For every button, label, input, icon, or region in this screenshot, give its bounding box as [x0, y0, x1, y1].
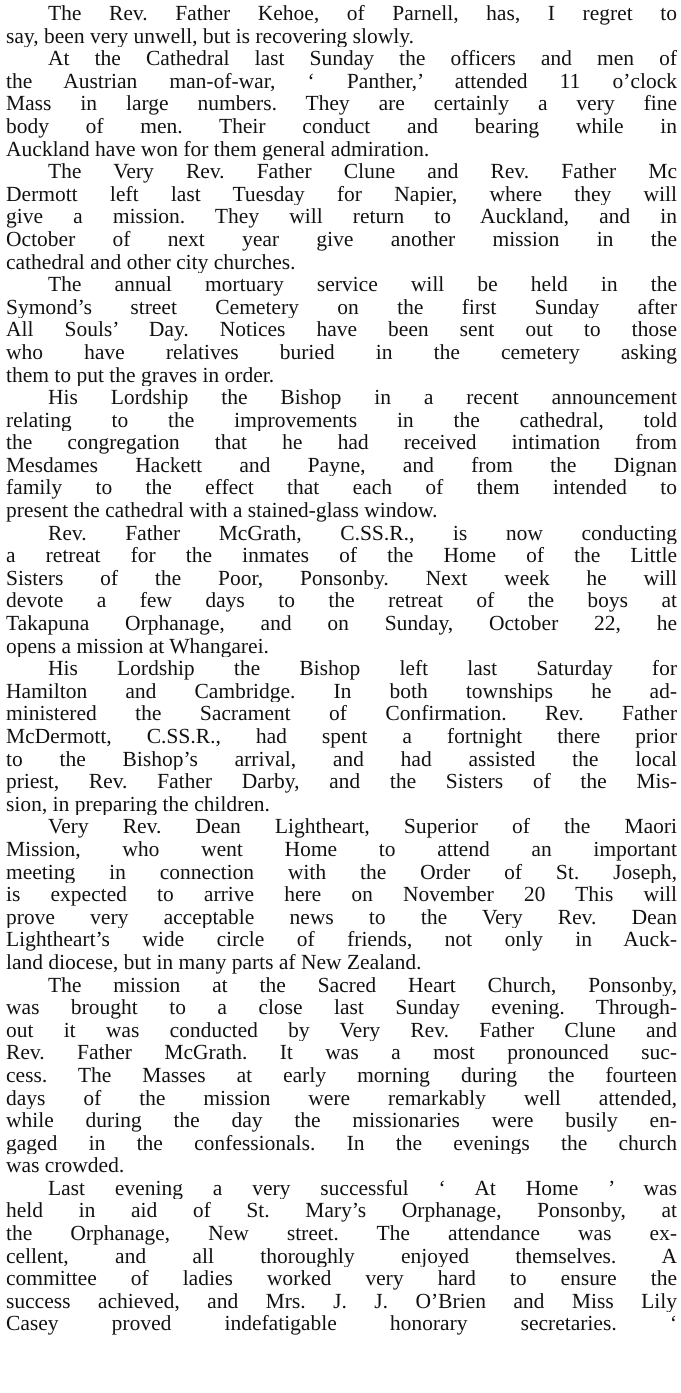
text-line: committee of ladies worked very hard to ensure the — [6, 1267, 677, 1290]
text-line: while during the day the missionaries were busily en- — [6, 1109, 677, 1132]
text-line: family to the effect that each of them intended to — [6, 476, 677, 500]
newspaper-column — [6, 2, 677, 1335]
text-line: relating to the improvements in the cathedral, told — [6, 408, 677, 432]
paragraph-cathedral-panther — [6, 47, 677, 160]
text-line: Casey proved indefatigable honorary secretaries. ‘ — [6, 1312, 677, 1336]
text-line: Symond’s street Cemetery on the first Sunday after — [6, 295, 677, 319]
paragraph-kehoe — [6, 2, 677, 47]
text-line: Sisters of the Poor, Ponsonby. Next week he will — [6, 566, 677, 590]
text-line: who have relatives buried in the cemetery asking — [6, 340, 677, 364]
text-line: cellent, and all thoroughly enjoyed themselves. A — [6, 1244, 677, 1268]
text-line: His Lordship the Bishop left last Saturday for — [48, 657, 677, 680]
text-line: out it was conducted by Very Rev. Father Clune and — [6, 1018, 677, 1042]
text-line: His Lordship the Bishop in a recent announcement — [48, 386, 677, 409]
text-line: ministered the Sacrament of Confirmation. Rev. Father — [6, 702, 677, 725]
text-line: Auckland have won for them general admiration. — [6, 137, 430, 161]
text-line: Rev. Father McGrath, C.SS.R., is now conducting — [48, 521, 677, 545]
text-line: The Very Rev. Father Clune and Rev. Father Mc — [48, 160, 677, 183]
text-line: Takapuna Orphanage, and on Sunday, October 22, he — [6, 612, 677, 635]
text-line: land diocese, but in many parts af New Zealand. — [6, 950, 422, 974]
text-line: the Orphanage, New street. The attendance was ex- — [6, 1222, 677, 1245]
text-line: All Souls’ Day. Notices have been sent out to those — [6, 318, 677, 341]
text-line: Last evening a very successful ‘ At Home ’ was — [48, 1176, 677, 1200]
paragraph-mortuary-service — [6, 273, 677, 386]
text-line: held in aid of St. Mary’s Orphanage, Ponsonby, at — [6, 1199, 677, 1223]
text-line: Very Rev. Dean Lightheart, Superior of the Maori — [48, 815, 677, 838]
text-line: the congregation that he had received intimation from — [6, 431, 677, 454]
text-line: Lightheart’s wide circle of friends, not only in Auck- — [6, 928, 677, 951]
text-line: opens a mission at Whangarei. — [6, 634, 269, 658]
text-line: Mesdames Hackett and Payne, and from the Dignan — [6, 453, 677, 477]
paragraph-clune-mission — [6, 160, 677, 273]
text-line: the Austrian man-of-war, ‘ Panther,’ attended 11 o’clock — [6, 69, 677, 93]
text-line: sion, in preparing the children. — [6, 792, 270, 816]
text-line: McDermott, C.SS.R., had spent a fortnight there prior — [6, 725, 677, 748]
text-line: them to put the graves in order. — [6, 363, 275, 387]
text-line: priest, Rev. Father Darby, and the Sisters of the Mis- — [6, 770, 677, 793]
text-line: success achieved, and Mrs. J. J. O’Brien and Miss Lily — [6, 1289, 677, 1313]
text-line: cathedral and other city churches. — [6, 250, 296, 274]
text-line: Dermott left last Tuesday for Napier, where they will — [6, 182, 677, 206]
text-line: devote a few days to the retreat of the boys at — [6, 589, 677, 613]
text-line: Rev. Father McGrath. It was a most pronounced suc- — [6, 1041, 677, 1064]
text-line: The mission at the Sacred Heart Church, Ponsonby, — [48, 973, 677, 997]
paragraph-mcgrath-retreat — [6, 522, 677, 658]
text-line: present the cathedral with a stained-glass window. — [6, 499, 438, 522]
text-line: Mission, who went Home to attend an important — [6, 837, 677, 861]
text-line: give a mission. They will return to Auckland, and in — [6, 205, 677, 228]
text-line: say, been very unwell, but is recovering slowly. — [6, 24, 414, 48]
paragraph-confirmation — [6, 657, 677, 815]
text-line: to the Bishop’s arrival, and had assisted the local — [6, 747, 677, 771]
text-line: was crowded. — [6, 1154, 125, 1177]
text-line: At the Cathedral last Sunday the officers and men of — [48, 47, 677, 70]
text-line: The Rev. Father Kehoe, of Parnell, has, I regret to — [48, 2, 677, 25]
text-line: is expected to arrive here on November 20 This will — [6, 883, 677, 906]
text-line: days of the mission were remarkably well attended, — [6, 1086, 677, 1110]
text-line: Hamilton and Cambridge. In both townships he ad- — [6, 679, 677, 703]
text-line: cess. The Masses at early morning during the fourteen — [6, 1063, 677, 1087]
paragraph-stained-glass — [6, 386, 677, 522]
text-line: Mass in large numbers. They are certainly a very fine — [6, 92, 677, 115]
text-line: meeting in connection with the Order of St. Joseph, — [6, 860, 677, 884]
text-line: prove very acceptable news to the Very Rev. Dean — [6, 905, 677, 929]
text-line: a retreat for the inmates of the Home of the Little — [6, 544, 677, 567]
text-line: was brought to a close last Sunday evening. Through- — [6, 996, 677, 1019]
text-line: body of men. Their conduct and bearing while in — [6, 114, 677, 138]
text-line: The annual mortuary service will be held in the — [48, 273, 677, 296]
paragraph-at-home — [6, 1177, 677, 1335]
text-line: gaged in the confessionals. In the evenings the church — [6, 1131, 677, 1155]
paragraph-dean-lightheart — [6, 815, 677, 973]
paragraph-sacred-heart-mission — [6, 974, 677, 1177]
text-line: October of next year give another mission in the — [6, 227, 677, 251]
